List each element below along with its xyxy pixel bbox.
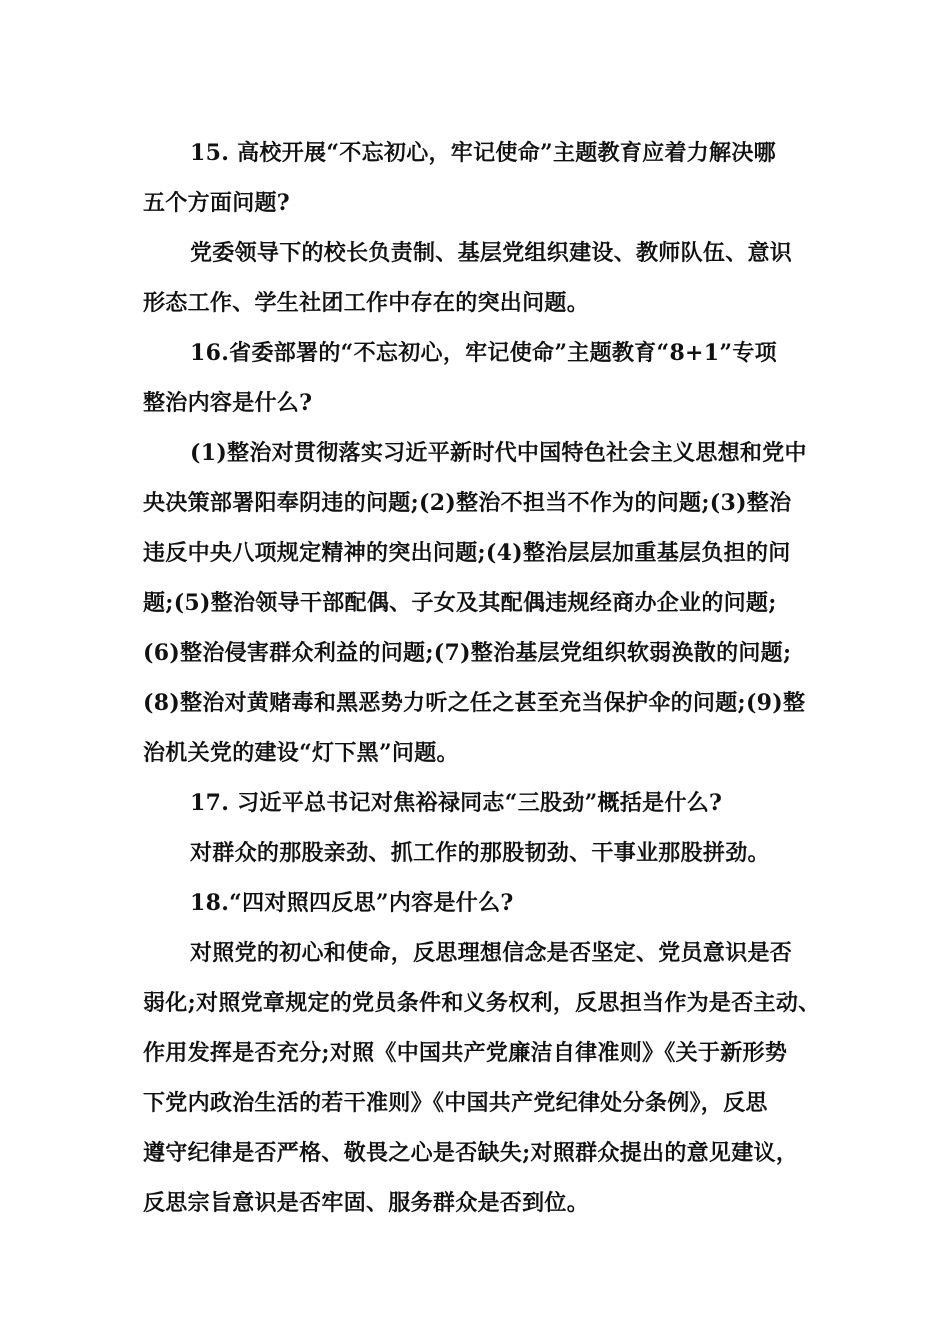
question-16-line-2: 整治内容是什么?	[143, 390, 313, 416]
answer-15-line-1: 党委领导下的校长负责制、基层党组织建设、教师队伍、意识	[190, 240, 793, 266]
answer-18-line-3: 作用发挥是否充分;对照《中国共产党廉洁自律准则》《关于新形势	[143, 1040, 788, 1066]
answer-16-line-7: 治机关党的建设“灯下黑”问题。	[143, 740, 459, 766]
question-15-line-1: 15. 高校开展“不忘初心，牢记使命”主题教育应着力解决哪	[190, 140, 776, 166]
answer-16-line-4: 题;(5)整治领导干部配偶、子女及其配偶违规经商办企业的问题;	[143, 590, 777, 616]
question-16-line-1: 16.省委部署的“不忘初心，牢记使命”主题教育“8+1”专项	[190, 340, 777, 366]
answer-16-line-2: 央决策部署阳奉阴违的问题;(2)整治不担当不作为的问题;(3)整治	[143, 490, 792, 516]
answer-16-line-5: (6)整治侵害群众利益的问题;(7)整治基层党组织软弱涣散的问题;	[143, 640, 792, 666]
answer-18-line-2: 弱化;对照党章规定的党员条件和义务权利，反思担当作为是否主动、	[143, 990, 821, 1016]
answer-16-line-1: (1)整治对贯彻落实习近平新时代中国特色社会主义思想和党中	[190, 440, 807, 466]
question-17: 17. 习近平总书记对焦裕禄同志“三股劲”概括是什么?	[190, 790, 723, 816]
answer-16-line-6: (8)整治对黄赌毒和黑恶势力听之任之甚至充当保护伞的问题;(9)整	[143, 690, 806, 716]
answer-18-line-4: 下党内政治生活的若干准则》《中国共产党纪律处分条例》，反思	[143, 1090, 768, 1116]
answer-18-line-1: 对照党的初心和使命，反思理想信念是否坚定、党员意识是否	[190, 940, 793, 966]
answer-15-line-2: 形态工作、学生社团工作中存在的突出问题。	[143, 290, 590, 316]
question-18: 18.“四对照四反思”内容是什么?	[190, 890, 514, 916]
answer-16-line-3: 违反中央八项规定精神的突出问题;(4)整治层层加重基层负担的问	[143, 540, 791, 566]
question-15-line-2: 五个方面问题?	[143, 190, 290, 216]
answer-18-line-5: 遵守纪律是否严格、敬畏之心是否缺失;对照群众提出的意见建议，	[143, 1140, 799, 1166]
answer-17: 对群众的那股亲劲、抓工作的那股韧劲、干事业那股拼劲。	[190, 840, 770, 866]
answer-18-line-6: 反思宗旨意识是否牢固、服务群众是否到位。	[143, 1190, 590, 1216]
